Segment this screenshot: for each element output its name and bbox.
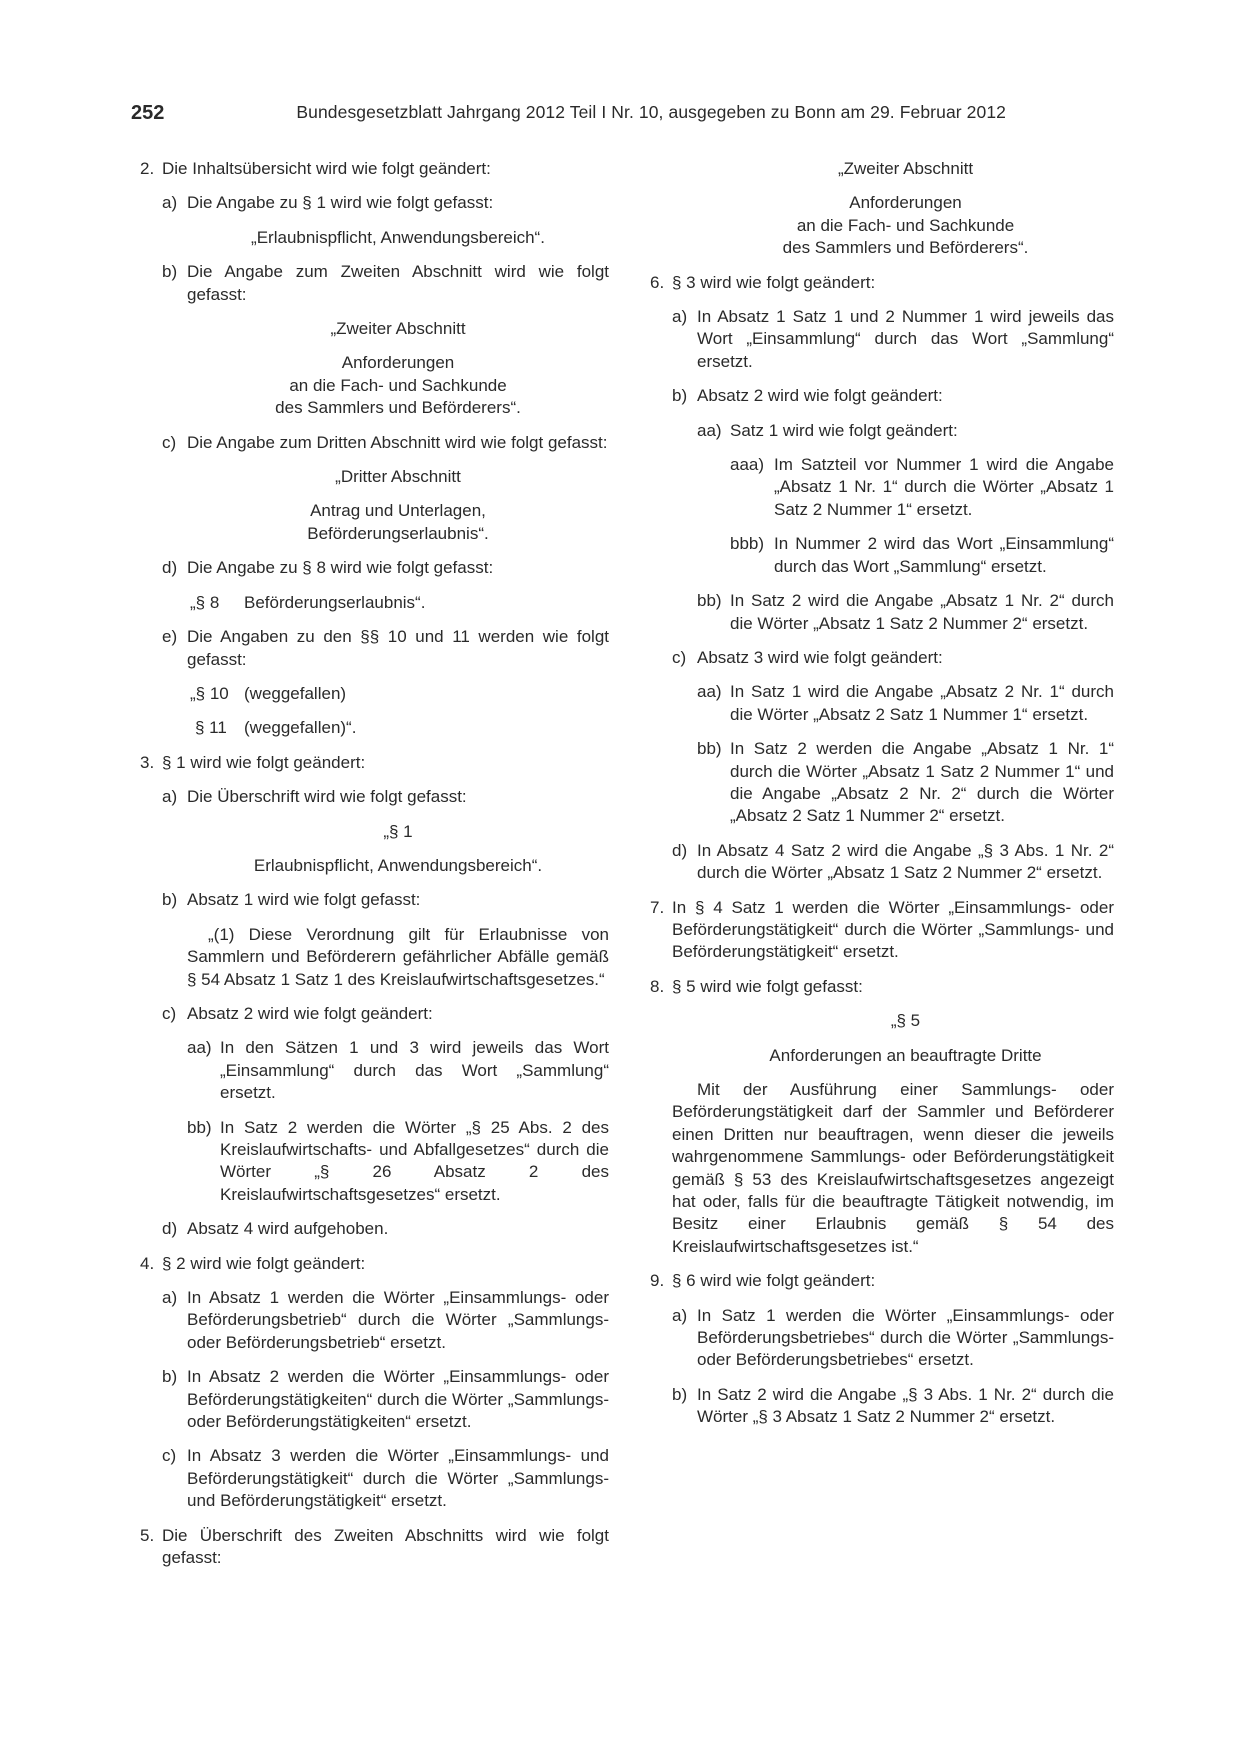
list-item: aa) In den Sätzen 1 und 3 wird jeweils das Wort „Einsammlung“ durch das Wort „Sammlung“ ersetzt. xyxy=(187,1038,609,1103)
list-item: 5. Die Überschrift des Zweiten Abschnitts wird wie folgt gefasst: xyxy=(140,1525,609,1568)
quote: „§ 5 xyxy=(890,1011,921,1031)
list-item: c) In Absatz 3 werden die Wörter „Einsammlungs- und Beförderungstätigkeit“ durch die Wörter „Sammlungs- und Beförderungstätigkeit“ ersetzt. xyxy=(162,1446,609,1511)
page-header xyxy=(131,102,1006,130)
list-item: aa) In Satz 1 wird die Angabe „Absatz 2 Nr. 1“ durch die Wörter „Absatz 2 Satz 1 Nummer 1“ ersetzt. xyxy=(697,682,1114,724)
quote-paragraph: Mit der Ausführung einer Sammlungs- oder Beförderungstätigkeit darf der Sammler und Beförderer einen Dritten nur beauftragen, wenn dieser die jeweils wahrgenommene Sammlungs- oder Beförderungstätigkeit gemäß § 53 des Kreislaufwirtschaftsgesetzes angezeigt hat oder, falls für die beauftragte Tätigkeit notwendig, im Besitz einer Erlaubnis gemäß § 54 des Kreislaufwirtschaftsgesetzes ist.“ xyxy=(672,1080,1114,1256)
quote: Anforderungen an beauftragte Dritte xyxy=(769,1045,1042,1065)
quote: „Erlaubnispflicht, Anwendungsbereich“. xyxy=(251,227,545,247)
quote: Erlaubnispflicht, Anwendungsbereich“. xyxy=(253,855,543,875)
list-item: 4. § 2 wird wie folgt geändert: xyxy=(140,1253,366,1273)
list-item: a) In Satz 1 werden die Wörter „Einsammlungs- oder Beförderungsbetriebes“ durch die Wörter „Sammlungs- oder Beförderungsbetriebes“ ersetzt. xyxy=(672,1305,1114,1370)
right-column xyxy=(650,158,1114,1441)
list-item: 3. § 1 wird wie folgt geändert: xyxy=(140,752,366,772)
section-entry: § 11 (weggefallen)“. xyxy=(195,718,357,738)
list-item: bb) In Satz 2 werden die Wörter „§ 25 Abs. 2 des Kreislaufwirtschafts- und Abfallgesetzes“ durch die Wörter „§ 26 Absatz 2 des Kreislaufwirtschaftsgesetzes“ ersetzt. xyxy=(187,1117,609,1204)
list-item: bbb) In Nummer 2 wird das Wort „Einsammlung“ durch das Wort „Sammlung“ ersetzt. xyxy=(730,534,1114,576)
quote-block: Anforderungen an die Fach- und Sachkunde des Sammlers und Beförderers“. xyxy=(275,353,521,418)
list-item: a) In Absatz 1 Satz 1 und 2 Nummer 1 wird jeweils das Wort „Einsammlung“ durch das Wort „Sammlung“ ersetzt. xyxy=(672,307,1114,371)
gazette-title: Bundesgesetzblatt Jahrgang 2012 Teil I Nr. 10, ausgegeben zu Bonn am 29. Februar 2012 xyxy=(296,102,1006,122)
list-item: b) Absatz 1 wird wie folgt gefasst: xyxy=(162,890,421,910)
list-item: b) In Absatz 2 werden die Wörter „Einsammlungs- oder Beförderungstätigkeiten“ durch die Wörter „Sammlungs- oder Beförderungstätigkeiten“ ersetzt. xyxy=(162,1367,609,1432)
list-item: b) In Satz 2 wird die Angabe „§ 3 Abs. 1 Nr. 2“ durch die Wörter „§ 3 Absatz 1 Satz 2 Nummer 2“ ersetzt. xyxy=(672,1384,1114,1427)
list-item: c) Die Angabe zum Dritten Abschnitt wird wie folgt gefasst: xyxy=(162,432,608,452)
list-item: 6. § 3 wird wie folgt geändert: xyxy=(650,272,876,292)
list-item: 2. Die Inhaltsübersicht wird wie folgt geändert: xyxy=(140,159,491,178)
list-item: d) In Absatz 4 Satz 2 wird die Angabe „§ 3 Abs. 1 Nr. 2“ durch die Wörter „Absatz 1 Satz 2 Nummer 2“ ersetzt. xyxy=(672,840,1114,883)
page-number: 252 xyxy=(131,102,165,124)
quote-paragraph: „(1) Diese Verordnung gilt für Erlaubnisse von Sammlern und Beförderern gefährlicher Abfälle gemäß § 54 Absatz 1 Satz 1 des Kreislaufwirtschaftsgesetzes.“ xyxy=(187,924,609,989)
list-item: a) Die Angabe zu § 1 wird wie folgt gefasst: xyxy=(162,193,494,213)
list-item: b) Absatz 2 wird wie folgt geändert: xyxy=(672,386,943,406)
quote-block: Antrag und Unterlagen, Beförderungserlaubnis“. xyxy=(307,501,489,543)
list-item: a) Die Überschrift wird wie folgt gefasst: xyxy=(162,787,467,807)
quote: „Dritter Abschnitt xyxy=(335,467,461,487)
list-item: c) Absatz 2 wird wie folgt geändert: xyxy=(162,1003,433,1023)
quote: „§ 1 xyxy=(383,821,413,841)
quote: „Zweiter Abschnitt xyxy=(330,319,466,339)
list-item: e) Die Angaben zu den §§ 10 und 11 werden wie folgt gefasst: xyxy=(162,627,609,669)
list-item: 8. § 5 wird wie folgt gefasst: xyxy=(650,976,863,996)
list-item: d) Absatz 4 wird aufgehoben. xyxy=(162,1219,389,1239)
section-entry: „§ 10 (weggefallen) xyxy=(190,683,347,703)
quote: „Zweiter Abschnitt xyxy=(837,159,974,178)
list-item: b) Die Angabe zum Zweiten Abschnitt wird wie folgt gefasst: xyxy=(162,262,609,304)
list-item: bb) In Satz 2 wird die Angabe „Absatz 1 Nr. 2“ durch die Wörter „Absatz 1 Satz 2 Nummer 2“ ersetzt. xyxy=(697,591,1114,633)
list-item: 7. In § 4 Satz 1 werden die Wörter „Einsammlungs- oder Beförderungstätigkeit“ durch die Wörter „Sammlungs- und Beförderungstätigkeit“ ersetzt. xyxy=(650,897,1114,962)
list-item: aaa) Im Satzteil vor Nummer 1 wird die Angabe „Absatz 1 Nr. 1“ durch die Wörter „Absatz 1 Satz 2 Nummer 1“ ersetzt. xyxy=(730,455,1114,519)
list-item: 9. § 6 wird wie folgt geändert: xyxy=(650,1271,876,1291)
list-item: c) Absatz 3 wird wie folgt geändert: xyxy=(672,647,943,667)
list-item: a) In Absatz 1 werden die Wörter „Einsammlungs- oder Beförderungsbetrieb“ durch die Wörter „Sammlungs- oder Beförderungsbetrieb“ ersetzt. xyxy=(162,1288,609,1352)
section-entry: „§ 8 Beförderungserlaubnis“. xyxy=(190,592,426,612)
quote-block: Anforderungen an die Fach- und Sachkunde des Sammlers und Beförderers“. xyxy=(782,193,1029,258)
list-item: d) Die Angabe zu § 8 wird wie folgt gefasst: xyxy=(162,558,494,578)
list-item: bb) In Satz 2 werden die Angabe „Absatz 1 Nr. 1“ durch die Wörter „Absatz 1 Satz 2 Nummer 1“ und die Angabe „Absatz 2 Nr. 2“ durch die Wörter „Absatz 2 Satz 1 Nummer 2“ ersetzt. xyxy=(697,739,1114,826)
left-column xyxy=(140,158,609,1582)
list-item: aa) Satz 1 wird wie folgt geändert: xyxy=(697,420,958,440)
